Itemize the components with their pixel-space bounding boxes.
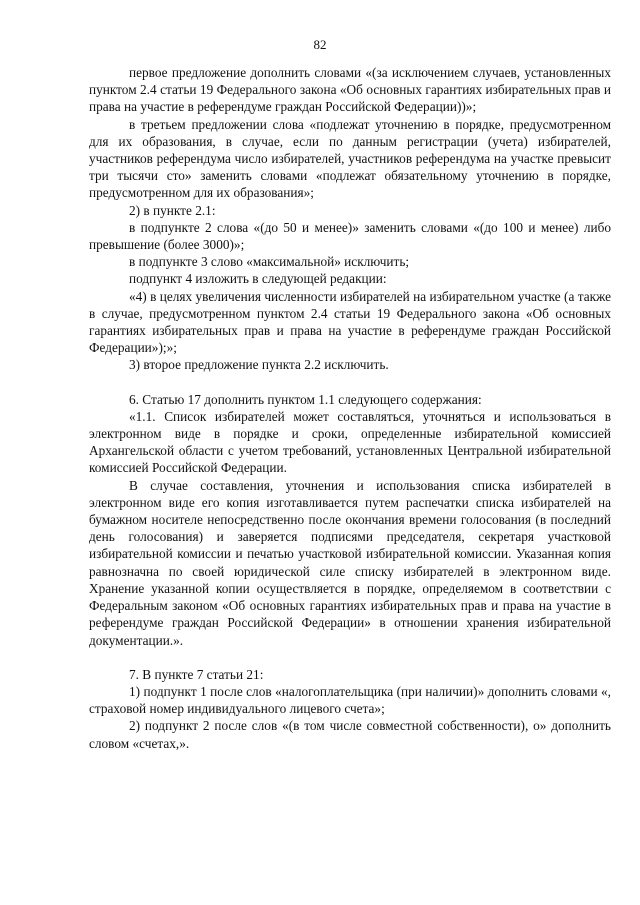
paragraph: 7. В пункте 7 статьи 21: — [129, 666, 264, 682]
paragraph: 2) в пункте 2.1: — [129, 202, 216, 218]
paragraph: В случае составления, уточнения и использования списка избирателей в электронном виде его копия изготавливается путем распечатки списка избирателей на бумажном носителе непосредственно после окончания времени голосования (в последний день голосования) и заверяется подписями председателя, секретаря участковой избирательной комиссии и печатью участковой избирательной комиссии. Указанная копия равнозначна по своей юридической силе списку избирателей в электронном виде. Хранение указанной копии осуществляется в порядке, определяемом в соответствии с Федеральным законом «Об основных гарантиях избирательных прав и права на участие в референдуме граждан Российской Федерации» в отношении хранения избирательной документации.». — [89, 477, 611, 648]
paragraph: 6. Статью 17 дополнить пунктом 1.1 следующего содержания: — [129, 391, 482, 407]
paragraph: «4) в целях увеличения численности избирателей на избирательном участке (а также в случае, предусмотренном пунктом 2.4 статьи 19 Федерального закона «Об основных гарантиях избирательных прав и права на участие в референдуме граждан Российской Федерации»);»; — [89, 288, 611, 356]
paragraph: 3) второе предложение пункта 2.2 исключить. — [129, 357, 389, 373]
paragraph: 2) подпункт 2 после слов «(в том числе совместной собственности), о» дополнить словом «счетах,». — [89, 718, 611, 751]
paragraph: «1.1. Список избирателей может составляться, уточняться и использоваться в электронном виде в порядке и сроки, определенные избирательной комиссией Архангельской области с учетом требований, установленных Центральной избирательной комиссией Российской Федерации. — [89, 408, 611, 476]
paragraph-gap — [89, 649, 611, 666]
document-body — [89, 64, 611, 752]
page-number: 82 — [313, 37, 327, 52]
paragraph: подпункт 4 изложить в следующей редакции: — [129, 271, 387, 287]
paragraph: в третьем предложении слова «подлежат уточнению в порядке, предусмотренном для их образования, в случае, если по данным регистрации (учета) избирателей, участников референдума число избирателей, участников референдума на участке превысит три тысячи сто» заменить словами «подлежат обязательному уточнению в порядке, предусмотренном для их образования»; — [89, 116, 611, 201]
paragraph: в подпункте 3 слово «максимальной» исключить; — [129, 254, 410, 270]
paragraph-gap — [89, 374, 611, 391]
paragraph: первое предложение дополнить словами «(за исключением случаев, установленных пунктом 2.4 статьи 19 Федерального закона «Об основных гарантиях избирательных прав и права на участие в референдуме граждан Российской Федерации))»; — [89, 65, 611, 115]
paragraph: в подпункте 2 слова «(до 50 и менее)» заменить словами «(до 100 и менее) либо превышение (более 3000)»; — [89, 219, 611, 253]
paragraph: 1) подпункт 1 после слов «налогоплательщика (при наличии)» дополнить словами «, страховой номер индивидуального лицевого счета»; — [89, 683, 611, 717]
